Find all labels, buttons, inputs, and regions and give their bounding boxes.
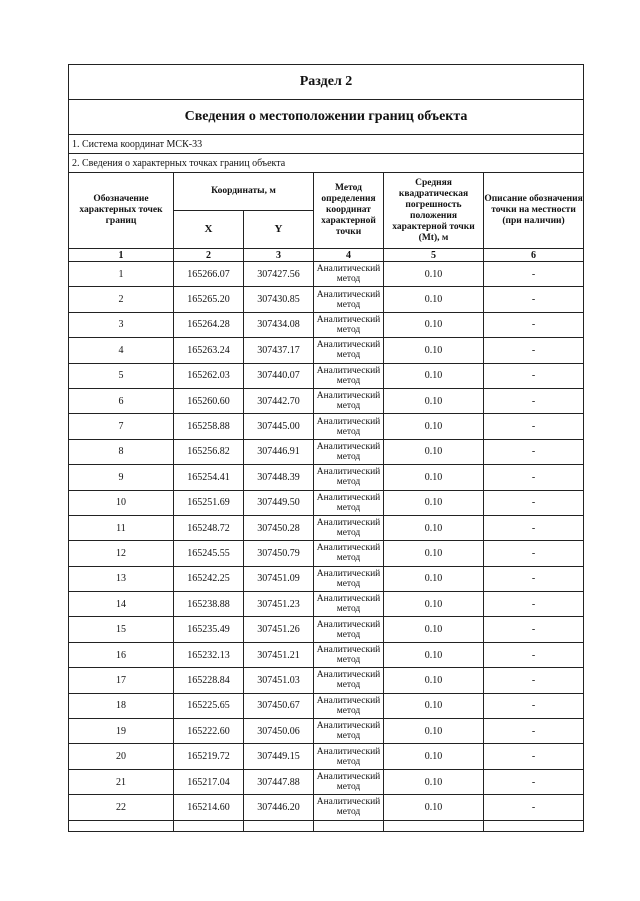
coord-y: 307450.28 — [244, 515, 314, 540]
coordinate-system-line: 1. Система координат МСК-33 — [69, 135, 584, 154]
document-page — [68, 64, 583, 832]
coord-x: 165238.88 — [174, 592, 244, 617]
method: Аналитический метод — [314, 465, 384, 490]
mean-error: 0.10 — [384, 338, 484, 363]
point-number: 19 — [69, 719, 174, 744]
coord-x: 165256.82 — [174, 439, 244, 464]
table-row — [69, 719, 584, 744]
table-row — [69, 363, 584, 388]
mean-error: 0.10 — [384, 312, 484, 337]
table-row — [69, 541, 584, 566]
section-subtitle: Сведения о местоположении границ объекта — [69, 100, 584, 135]
mean-error: 0.10 — [384, 388, 484, 413]
method: Аналитический метод — [314, 744, 384, 769]
table-row — [69, 617, 584, 642]
table-row — [69, 769, 584, 794]
point-description: - — [484, 262, 584, 287]
point-description: - — [484, 338, 584, 363]
coord-x: 165245.55 — [174, 541, 244, 566]
point-description: - — [484, 566, 584, 591]
point-number: 10 — [69, 490, 174, 515]
coord-y: 307440.07 — [244, 363, 314, 388]
coord-y: 307434.08 — [244, 312, 314, 337]
coord-y: 307437.17 — [244, 338, 314, 363]
column-number: 1 — [69, 249, 174, 262]
point-description: - — [484, 719, 584, 744]
point-number: 9 — [69, 465, 174, 490]
table-row — [69, 338, 584, 363]
point-number: 17 — [69, 668, 174, 693]
method: Аналитический метод — [314, 515, 384, 540]
table-row — [69, 642, 584, 667]
coord-y: 307449.15 — [244, 744, 314, 769]
empty-cell — [174, 820, 244, 831]
point-number: 21 — [69, 769, 174, 794]
coord-x: 165251.69 — [174, 490, 244, 515]
point-number: 16 — [69, 642, 174, 667]
header-coordinates: Координаты, м — [174, 173, 314, 211]
coord-x: 165235.49 — [174, 617, 244, 642]
table-row — [69, 414, 584, 439]
coord-y: 307446.91 — [244, 439, 314, 464]
method: Аналитический метод — [314, 541, 384, 566]
header-method: Метод определения координат характерной точки — [314, 173, 384, 249]
table-row — [69, 465, 584, 490]
method: Аналитический метод — [314, 668, 384, 693]
point-description: - — [484, 439, 584, 464]
header-error: Средняя квадратическая погрешность положения характерной точки (Mt), м — [384, 173, 484, 249]
point-description: - — [484, 363, 584, 388]
coord-x: 165263.24 — [174, 338, 244, 363]
point-description: - — [484, 541, 584, 566]
header-designation: Обозначение характерных точек границ — [69, 173, 174, 249]
mean-error: 0.10 — [384, 465, 484, 490]
method: Аналитический метод — [314, 363, 384, 388]
coord-x: 165217.04 — [174, 769, 244, 794]
point-number: 3 — [69, 312, 174, 337]
method: Аналитический метод — [314, 693, 384, 718]
coord-x: 165222.60 — [174, 719, 244, 744]
coord-x: 165258.88 — [174, 414, 244, 439]
table-row — [69, 515, 584, 540]
table-row — [69, 262, 584, 287]
coord-y: 307448.39 — [244, 465, 314, 490]
method: Аналитический метод — [314, 490, 384, 515]
mean-error: 0.10 — [384, 439, 484, 464]
mean-error: 0.10 — [384, 668, 484, 693]
empty-cell — [244, 820, 314, 831]
column-number: 6 — [484, 249, 584, 262]
point-number: 12 — [69, 541, 174, 566]
coord-y: 307450.06 — [244, 719, 314, 744]
table-row — [69, 287, 584, 312]
point-number: 22 — [69, 795, 174, 820]
point-description: - — [484, 795, 584, 820]
mean-error: 0.10 — [384, 262, 484, 287]
empty-cell — [69, 820, 174, 831]
method: Аналитический метод — [314, 439, 384, 464]
point-number: 15 — [69, 617, 174, 642]
table-row — [69, 439, 584, 464]
column-number: 3 — [244, 249, 314, 262]
coord-y: 307451.21 — [244, 642, 314, 667]
point-description: - — [484, 414, 584, 439]
table-row — [69, 566, 584, 591]
point-number: 6 — [69, 388, 174, 413]
point-description: - — [484, 490, 584, 515]
coord-y: 307447.88 — [244, 769, 314, 794]
coord-x: 165242.25 — [174, 566, 244, 591]
point-description: - — [484, 287, 584, 312]
point-description: - — [484, 769, 584, 794]
coord-x: 165225.65 — [174, 693, 244, 718]
point-description: - — [484, 312, 584, 337]
coord-x: 165228.84 — [174, 668, 244, 693]
table-row — [69, 693, 584, 718]
point-number: 7 — [69, 414, 174, 439]
method: Аналитический метод — [314, 795, 384, 820]
mean-error: 0.10 — [384, 719, 484, 744]
point-description: - — [484, 465, 584, 490]
point-description: - — [484, 693, 584, 718]
table-row — [69, 744, 584, 769]
coord-y: 307451.03 — [244, 668, 314, 693]
coord-x: 165262.03 — [174, 363, 244, 388]
mean-error: 0.10 — [384, 642, 484, 667]
method: Аналитический метод — [314, 312, 384, 337]
coord-y: 307430.85 — [244, 287, 314, 312]
method: Аналитический метод — [314, 338, 384, 363]
coord-y: 307442.70 — [244, 388, 314, 413]
table-row — [69, 592, 584, 617]
method: Аналитический метод — [314, 642, 384, 667]
mean-error: 0.10 — [384, 566, 484, 591]
point-number: 13 — [69, 566, 174, 591]
header-description: Описание обозначения точки на местности (при наличии) — [484, 173, 584, 249]
method: Аналитический метод — [314, 287, 384, 312]
coord-x: 165265.20 — [174, 287, 244, 312]
characteristic-points-line: 2. Сведения о характерных точках границ объекта — [69, 154, 584, 173]
table-row — [69, 388, 584, 413]
method: Аналитический метод — [314, 769, 384, 794]
point-number: 5 — [69, 363, 174, 388]
table-row — [69, 312, 584, 337]
method: Аналитический метод — [314, 566, 384, 591]
point-description: - — [484, 744, 584, 769]
method: Аналитический метод — [314, 592, 384, 617]
coord-x: 165248.72 — [174, 515, 244, 540]
coord-x: 165264.28 — [174, 312, 244, 337]
coord-y: 307451.23 — [244, 592, 314, 617]
point-number: 14 — [69, 592, 174, 617]
coord-y: 307427.56 — [244, 262, 314, 287]
header-y: Y — [244, 211, 314, 249]
coord-x: 165254.41 — [174, 465, 244, 490]
coord-x: 165260.60 — [174, 388, 244, 413]
method: Аналитический метод — [314, 414, 384, 439]
point-description: - — [484, 617, 584, 642]
coord-y: 307449.50 — [244, 490, 314, 515]
mean-error: 0.10 — [384, 744, 484, 769]
table-tail-row — [69, 820, 584, 831]
mean-error: 0.10 — [384, 693, 484, 718]
mean-error: 0.10 — [384, 287, 484, 312]
table-row — [69, 668, 584, 693]
point-number: 1 — [69, 262, 174, 287]
column-number: 5 — [384, 249, 484, 262]
coord-x: 165214.60 — [174, 795, 244, 820]
coord-y: 307451.26 — [244, 617, 314, 642]
method: Аналитический метод — [314, 388, 384, 413]
method: Аналитический метод — [314, 719, 384, 744]
boundary-table — [68, 64, 584, 832]
mean-error: 0.10 — [384, 769, 484, 794]
coord-x: 165266.07 — [174, 262, 244, 287]
mean-error: 0.10 — [384, 592, 484, 617]
coord-x: 165232.13 — [174, 642, 244, 667]
method: Аналитический метод — [314, 617, 384, 642]
column-number: 2 — [174, 249, 244, 262]
mean-error: 0.10 — [384, 414, 484, 439]
mean-error: 0.10 — [384, 363, 484, 388]
section-title: Раздел 2 — [69, 65, 584, 100]
point-number: 4 — [69, 338, 174, 363]
point-description: - — [484, 592, 584, 617]
point-description: - — [484, 515, 584, 540]
coord-y: 307445.00 — [244, 414, 314, 439]
point-description: - — [484, 388, 584, 413]
point-number: 18 — [69, 693, 174, 718]
empty-cell — [384, 820, 484, 831]
method: Аналитический метод — [314, 262, 384, 287]
point-number: 8 — [69, 439, 174, 464]
mean-error: 0.10 — [384, 515, 484, 540]
header-x: X — [174, 211, 244, 249]
coord-y: 307450.67 — [244, 693, 314, 718]
column-number: 4 — [314, 249, 384, 262]
mean-error: 0.10 — [384, 541, 484, 566]
table-row — [69, 490, 584, 515]
mean-error: 0.10 — [384, 490, 484, 515]
mean-error: 0.10 — [384, 795, 484, 820]
coord-x: 165219.72 — [174, 744, 244, 769]
mean-error: 0.10 — [384, 617, 484, 642]
point-number: 20 — [69, 744, 174, 769]
point-description: - — [484, 668, 584, 693]
empty-cell — [314, 820, 384, 831]
point-number: 2 — [69, 287, 174, 312]
empty-cell — [484, 820, 584, 831]
coord-y: 307450.79 — [244, 541, 314, 566]
point-description: - — [484, 642, 584, 667]
coord-y: 307446.20 — [244, 795, 314, 820]
point-number: 11 — [69, 515, 174, 540]
coord-y: 307451.09 — [244, 566, 314, 591]
table-row — [69, 795, 584, 820]
